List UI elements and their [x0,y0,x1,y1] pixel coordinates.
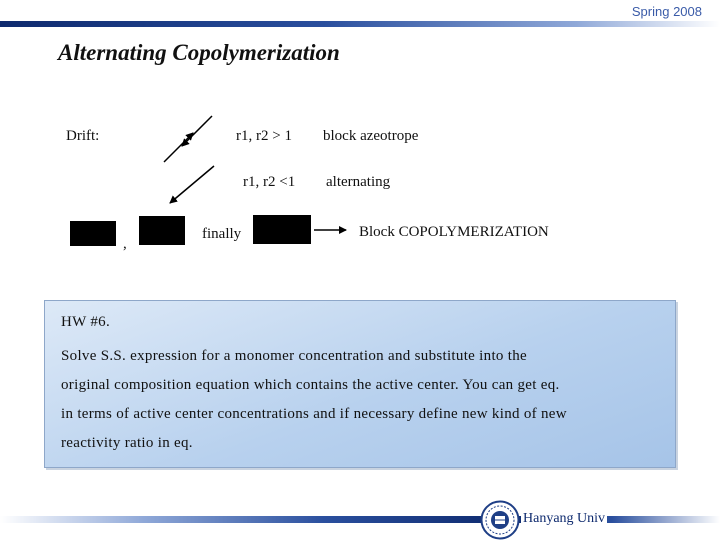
case2-condition: r1, r2 <1 [243,174,296,190]
drift-label: Drift: [66,128,100,144]
arrow-drift-1 [182,116,212,146]
comma: , [123,236,127,252]
outcome-label: Block COPOLYMERIZATION [359,224,549,240]
homework-heading: HW #6. [61,314,111,330]
homework-line-4: reactivity ratio in eq. [61,435,193,451]
semester-label: Spring 2008 [631,4,702,19]
case1-condition: r1, r2 > 1 [236,128,292,144]
black-box-1 [70,221,116,246]
homework-panel [44,300,676,468]
university-name: Hanyang Univ [523,511,606,526]
homework-line-3: in terms of active center concentrations and if necessary define new kind of new [61,406,567,422]
homework-line-1: Solve S.S. expression for a monomer concentration and substitute into the [61,348,527,364]
case2-result: alternating [326,174,391,190]
university-seal-icon [480,500,520,540]
arrow-drift-3 [170,166,214,203]
finally-label: finally [202,226,242,242]
case1-result: block azeotrope [323,128,419,144]
homework-line-2: original composition equation which contains the active center. You can get eq. [61,377,560,393]
footer-bar [0,516,720,523]
black-box-2 [139,216,185,245]
slide-title: Alternating Copolymerization [58,40,340,65]
arrow-drift-2 [164,133,193,162]
black-box-3 [253,215,311,244]
